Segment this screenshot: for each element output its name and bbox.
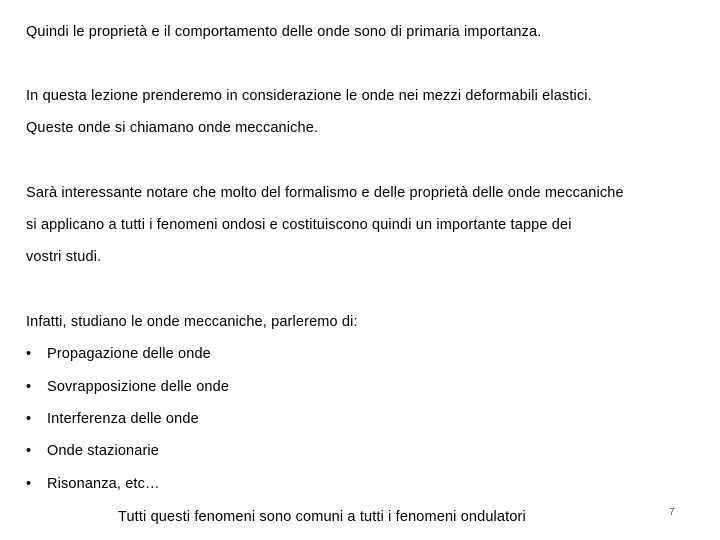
text-line-formalism: Sarà interessante notare che molto del formalismo e delle proprietà delle onde meccaniche <box>26 185 624 201</box>
list-item <box>26 409 199 429</box>
text-line-mechanical-waves: Queste onde si chiamano onde meccaniche. <box>26 120 319 136</box>
list-item-label: Propagazione delle onde <box>47 346 211 362</box>
list-item-label: Interferenza delle onde <box>47 411 199 427</box>
footer-statement: Tutti questi fenomeni sono comuni a tutti i fenomeni ondulatori <box>118 509 526 525</box>
page-number: 7 <box>669 507 675 518</box>
text-line-studies: vostri studi. <box>26 249 102 265</box>
bullet-icon: • <box>26 476 32 492</box>
list-item-label: Risonanza, etc… <box>47 476 160 492</box>
list-item <box>26 377 229 397</box>
list-item <box>26 441 159 461</box>
text-line-applications: si applicano a tutti i fenomeni ondosi e costituiscono quindi un importante tappe dei <box>26 217 572 233</box>
bullet-icon: • <box>26 411 32 427</box>
bullet-icon: • <box>26 443 32 459</box>
bullet-icon: • <box>26 346 32 362</box>
text-line-lesson: In questa lezione prenderemo in considerazione le onde nei mezzi deformabili elastici. <box>26 88 592 104</box>
text-line-topics-intro: Infatti, studiano le onde meccaniche, parleremo di: <box>26 314 358 330</box>
list-item <box>26 474 160 494</box>
list-item-label: Sovrapposizione delle onde <box>47 379 230 395</box>
list-item-label: Onde stazionarie <box>47 443 160 459</box>
text-line-intro: Quindi le proprietà e il comportamento delle onde sono di primaria importanza. <box>26 24 542 40</box>
list-item <box>26 344 211 364</box>
bullet-icon: • <box>26 379 32 395</box>
